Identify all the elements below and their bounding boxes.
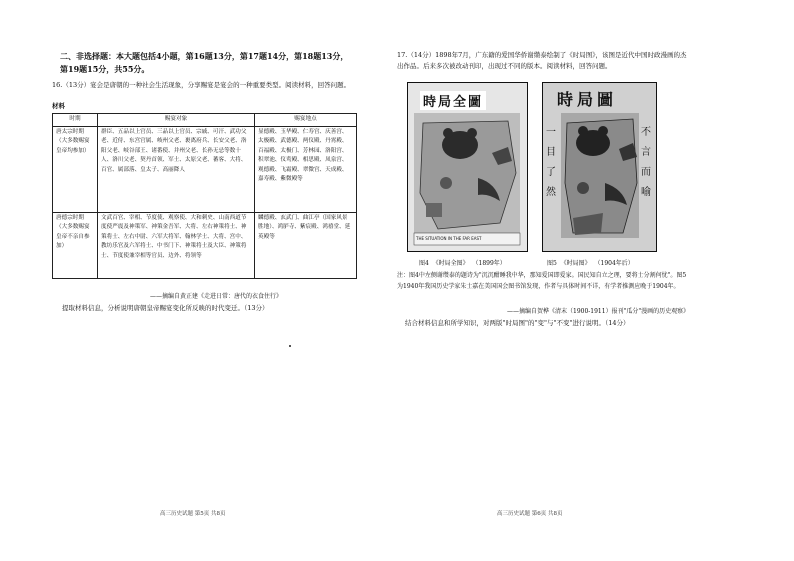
material-label: 材料	[52, 102, 65, 110]
figure4-caption-label: 图4	[419, 260, 429, 267]
cell-period: 唐太宗时期（大多数赐宴皇帝均参加）	[53, 126, 98, 212]
figure5-cartoon	[542, 82, 657, 252]
figure5-caption-label: 图5	[547, 260, 557, 267]
cell-place: 麟德殿、玄武门、曲江亭（国家风景胜地）、鸿胪寺、紫宸殿、鸿禧堂、延英殿等	[255, 212, 357, 278]
figure5-side-right	[641, 123, 653, 203]
figure5-caption	[547, 258, 634, 267]
figure4-bottom-text: THE SITUATION IN THE FAR EAST	[416, 236, 482, 241]
source-citation: ——摘编自贺桦《清末（1900-1911）报刊"瓜分"漫画的历史观察》	[507, 308, 690, 315]
figure4-caption-year: （1899年）	[472, 260, 506, 267]
page-footer: 高三历史试题 第5页 共8页	[160, 511, 226, 517]
q16-question: 提取材料信息，分析说明唐朝皇帝赐宴变化所反映的时代变迁。（13分）	[62, 304, 269, 312]
header-period: 时期	[53, 114, 98, 127]
figure4-cartoon	[407, 82, 528, 252]
figure5-side-left	[546, 123, 558, 203]
scan-speck	[289, 345, 291, 347]
figure4-caption	[419, 258, 506, 267]
figure5-side-right-char: 喻	[641, 187, 651, 198]
figure5-side-left-char: 一	[546, 127, 556, 138]
page-footer: 高三历史试题 第6页 共8页	[497, 511, 563, 517]
table-row	[53, 126, 357, 212]
q17-intro: 17.（14分）1898年7月，广东籍的爱国华侨谢缵泰绘制了《时局图》，该图是近代中国时政漫画的杰出作品。后来多次被改动刊印，出现过不同的版本。阅读材料，回答问题。	[397, 51, 687, 70]
figure5-title: 時局圖	[557, 90, 618, 109]
table-header-row	[53, 114, 357, 127]
figure4-title: 時局全圖	[420, 91, 486, 110]
cell-period: 唐德宗时期（大多数赐宴皇帝不亲自参加）	[53, 212, 98, 278]
right-page	[397, 0, 794, 561]
figure4-caption-name: 《时局全图》	[432, 260, 469, 267]
q17-question: 结合材料信息和所学知识，对两版"时局图"的"变"与"不变"进行说明。（14分）	[405, 319, 630, 327]
figure5-side-left-char: 然	[546, 187, 556, 198]
source-citation: ——摘编自黄正建《走进日常：唐代的衣食住行》	[150, 293, 283, 300]
figure5-side-right-char: 而	[641, 167, 651, 178]
header-target: 赐宴对象	[98, 114, 255, 127]
figure5-side-right-char: 言	[641, 147, 651, 158]
figure5-caption-year: （1904年后）	[594, 260, 634, 267]
cell-target: 群臣、五品以上官员、三品以上官员、宗戚、可汗、武功父老、近侍、东宫官属、岐州父老、裹离府兵、长安父老、洛阳父老、岐谷部王、诸番使、并州父老、长孙无忌等数十人、洛川父老、契丹首领、军士、太原父老、蕃客、大将、百官、属部落、皇太子、高丽降人	[98, 126, 255, 212]
figure-note: 注：图4中左侧谢缵泰的题诗为"沉沉酣睡我中华，那知爱国即爱家。国民知自立之理，要将士分割何忧"。图5为1940年我国历史学家朱士嘉在美国国会图书馆发现，作者与具体时间不详，有学者推测应晚于1904年。	[397, 272, 687, 290]
section-heading: 二、非选择题：本大题包括4小题，第16题13分，第17题14分，第18题13分，第19题15分，共55分。	[60, 51, 349, 74]
figure5-side-left-char: 目	[546, 147, 556, 158]
q16-intro: 16.（13分）宴会是唐朝的一种社会生活现象，分享赐宴是宴会的一种重要类型。阅读材料，回答问题。	[52, 81, 351, 89]
figure5-side-left-char: 了	[546, 167, 556, 178]
header-place: 赐宴地点	[255, 114, 357, 127]
figure5-side-right-char: 不	[641, 127, 651, 138]
cell-place: 显德殿、玉华殿、仁寿宫、庆善宫、太极殿、武德殿、两仪殿、丹霄殿、百福殿、太极门、芳林园、洛阳宫、积翠池、仪鸾殿、相思殿、凤泉宫、观德殿、飞霜殿、翠微宫、天成殿、嘉寿殿、紫微殿等	[255, 126, 357, 212]
table-row	[53, 212, 357, 278]
figure5-caption-name: 《时局图》	[560, 260, 591, 267]
cell-target: 文武百官、宰相、节度使、观察使、大和刺史、山南西道节度使严震及神策军、神策金吾军、大将、左右神策将士、神策将士、左右中尉、六军大将军、翰林学士、大将、宫中、教坊乐官及六军将士、中书门下、神策将士及大臣、神策将士、节度使兼宰相等官员、边外、将领等	[98, 212, 255, 278]
banquet-table	[52, 113, 357, 279]
